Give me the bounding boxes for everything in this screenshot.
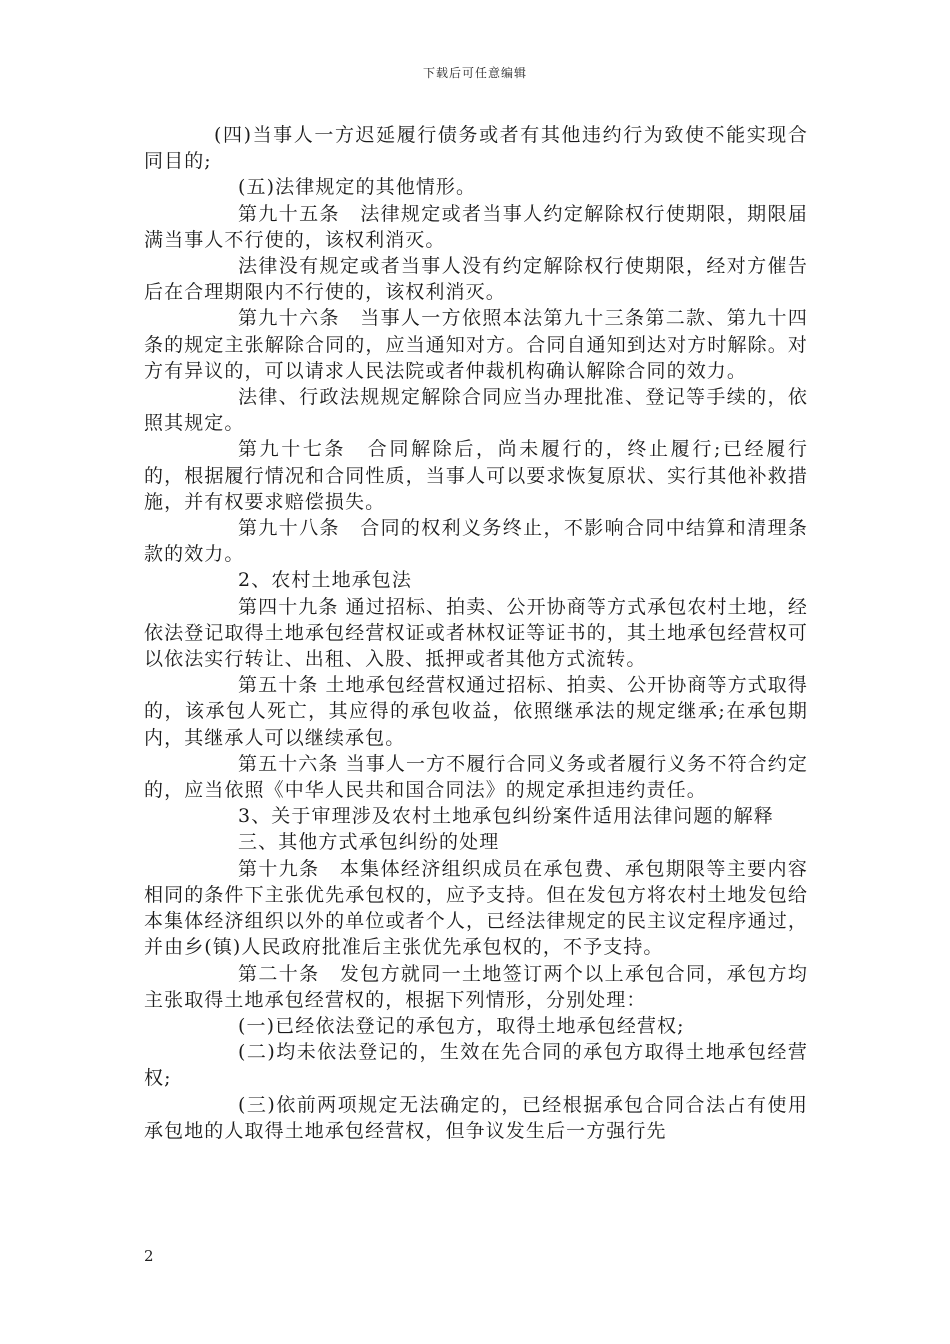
paragraph: 第九十七条 合同解除后，尚未履行的，终止履行;已经履行的，根据履行情况和合同性质，当事人可以要求恢复原状、实行其他补救措施，并有权要求赔偿损失。 — [144, 438, 808, 513]
paragraph: (三)依前两项规定无法确定的，已经根据承包合同合法占有使用承包地的人取得土地承包经营权，但争议发生后一方强行先 — [144, 1093, 808, 1142]
paragraph: 第九十五条 法律规定或者当事人约定解除权行使期限，期限届满当事人不行使的，该权利消灭。 — [144, 202, 808, 251]
paragraph: (五)法律规定的其他情形。 — [238, 176, 477, 199]
page-header: 下载后可任意编辑 — [422, 66, 527, 80]
paragraph: 第九十八条 合同的权利义务终止，不影响合同中结算和清理条款的效力。 — [144, 517, 808, 566]
paragraph: 第五十六条 当事人一方不履行合同义务或者履行义务不符合约定的，应当依照《中华人民共和国合同法》的规定承担违约责任。 — [144, 752, 808, 802]
paragraph: (四)当事人一方迟延履行债务或者有其他违约行为致使不能实现合同目的; — [144, 124, 808, 173]
section-heading: 3、关于审理涉及农村土地承包纠纷案件适用法律问题的解释 — [238, 805, 774, 828]
section-heading: 三、其他方式承包纠纷的处理 — [238, 831, 500, 854]
paragraph: 第十九条 本集体经济组织成员在承包费、承包期限等主要内容相同的条件下主张优先承包权的，应予支持。但在发包方将农村土地发包给本集体经济组织以外的单位或者个人，已经法律规定的民主议定程序通过，并由乡(镇)人民政府批准后主张优先承包权的，不予支持。 — [144, 857, 808, 959]
paragraph: (一)已经依法登记的承包方，取得土地承包经营权; — [238, 1014, 685, 1037]
paragraph: (二)均未依法登记的，生效在先合同的承包方取得土地承包经营权; — [144, 1041, 808, 1090]
paragraph: 第四十九条 通过招标、拍卖、公开协商等方式承包农村土地，经依法登记取得土地承包经营权证或者林权证等证书的，其土地承包经营权可以依法实行转让、出租、入股、抵押或者其他方式流转。 — [144, 595, 808, 671]
page-number: 2 — [144, 1247, 154, 1265]
paragraph: 第五十条 土地承包经营权通过招标、拍卖、公开协商等方式取得的，该承包人死亡，其应得的承包收益，依照继承法的规定继承;在承包期内，其继承人可以继续承包。 — [144, 674, 808, 749]
section-heading: 2、农村土地承包法 — [238, 569, 412, 592]
paragraph: 法律、行政法规规定解除合同应当办理批准、登记等手续的，依照其规定。 — [144, 386, 808, 435]
paragraph: 法律没有规定或者当事人没有约定解除权行使期限，经对方催告后在合理期限内不行使的，该权利消灭。 — [144, 255, 808, 304]
paragraph: 第二十条 发包方就同一土地签订两个以上承包合同，承包方均主张取得土地承包经营权的，根据下列情形，分别处理： — [144, 962, 808, 1011]
document-body — [144, 122, 808, 1144]
paragraph: 第九十六条 当事人一方依照本法第九十三条第二款、第九十四条的规定主张解除合同的，应当通知对方。合同自通知到达对方时解除。对方有异议的，可以请求人民法院或者仲裁机构确认解除合同的效力。 — [144, 307, 808, 382]
